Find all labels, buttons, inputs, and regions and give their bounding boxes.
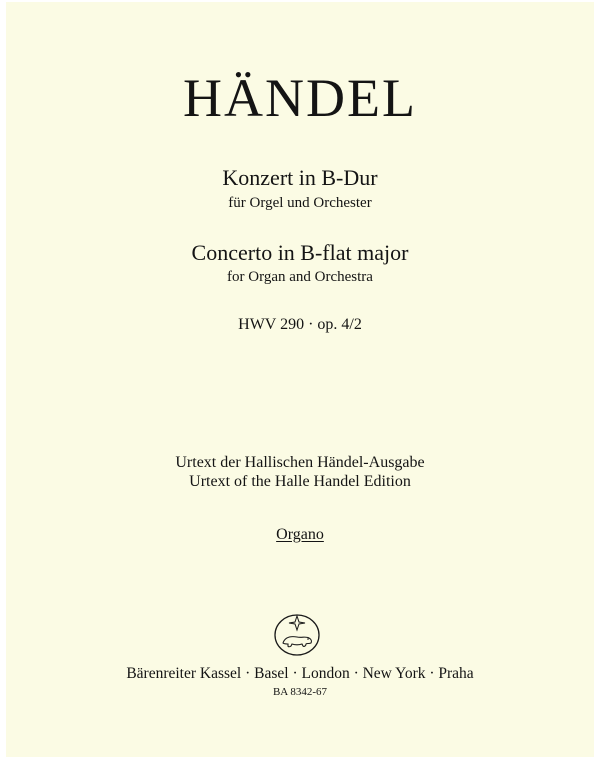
edition-note-english: Urtext of the Halle Handel Edition: [189, 473, 411, 490]
work-subtitle-german: für Orgel und Orchester: [228, 195, 372, 211]
part-label: Organo: [276, 526, 324, 543]
composer-name: HÄNDEL: [183, 68, 417, 128]
baerenreiter-bear-icon: [273, 611, 321, 657]
part-name: [6, 525, 594, 545]
work-subtitle-english: for Organ and Orchestra: [227, 269, 373, 285]
edition-note-german: Urtext der Hallischen Händel-Ausgabe: [175, 454, 425, 471]
order-number: BA 8342-67: [272, 686, 328, 698]
work-title-english: Concerto in B-flat major: [191, 240, 409, 265]
catalog-number: HWV 290 · op. 4/2: [238, 316, 362, 333]
work-title-german: Konzert in B-Dur: [222, 165, 378, 190]
title-page: [6, 2, 594, 757]
publisher-cities: Bärenreiter Kassel · Basel · London · New York · Praha: [126, 665, 474, 682]
